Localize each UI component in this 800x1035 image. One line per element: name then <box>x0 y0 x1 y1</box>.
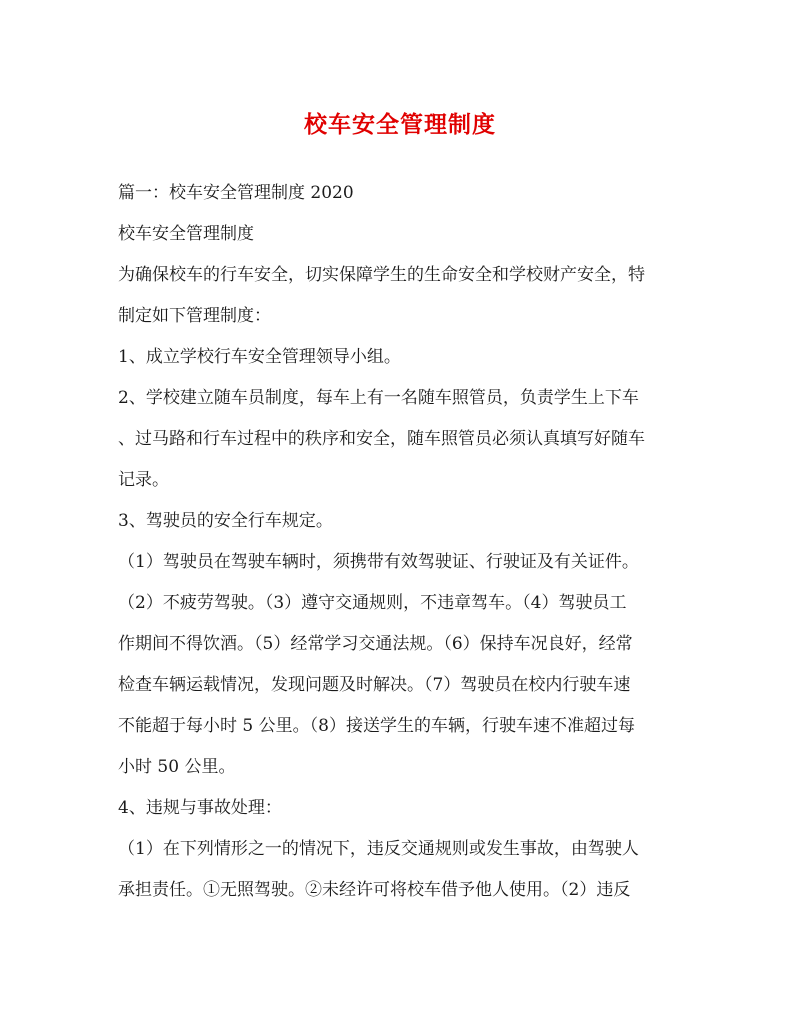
paragraph-line: 小时 50 公里。 <box>118 757 236 777</box>
document-title: 校车安全管理制度 <box>304 111 496 138</box>
paragraph-line: （1）在下列情形之一的情况下，违反交通规则或发生事故，由驾驶人 <box>118 839 639 859</box>
paragraph-line: 不能超于每小时 5 公里。（8）接送学生的车辆，行驶车速不准超过每 <box>118 716 635 736</box>
paragraph-line: 为确保校车的行车安全，切实保障学生的生命安全和学校财产安全，特 <box>118 265 645 285</box>
paragraph-line: 承担责任。①无照驾驶。②未经许可将校车借予他人使用。（2）违反 <box>118 880 631 900</box>
paragraph-line: 4、违规与事故处理： <box>118 798 282 818</box>
paragraph-line: （1）驾驶员在驾驶车辆时，须携带有效驾驶证、行驶证及有关证件。 <box>118 552 639 572</box>
paragraph-line: 3、驾驶员的安全行车规定。 <box>118 511 333 531</box>
paragraph-line: 、过马路和行车过程中的秩序和安全，随车照管员必须认真填写好随车 <box>118 429 645 449</box>
paragraph-line: 检查车辆运载情况，发现问题及时解决。（7）驾驶员在校内行驶车速 <box>118 675 631 695</box>
paragraph-line: （2）不疲劳驾驶。（3）遵守交通规则，不违章驾车。（4）驾驶员工 <box>118 593 627 613</box>
paragraph-line: 篇一：校车安全管理制度 2020 <box>118 183 354 203</box>
paragraph-line: 2、学校建立随车员制度，每车上有一名随车照管员，负责学生上下车 <box>118 388 639 408</box>
paragraph-line: 1、成立学校行车安全管理领导小组。 <box>118 347 401 367</box>
document-body <box>118 173 688 911</box>
paragraph-line: 制定如下管理制度： <box>118 306 271 326</box>
paragraph-line: 校车安全管理制度 <box>118 224 254 244</box>
paragraph-line: 作期间不得饮酒。（5）经常学习交通法规。（6）保持车况良好，经常 <box>118 634 633 654</box>
paragraph-line: 记录。 <box>118 470 169 490</box>
